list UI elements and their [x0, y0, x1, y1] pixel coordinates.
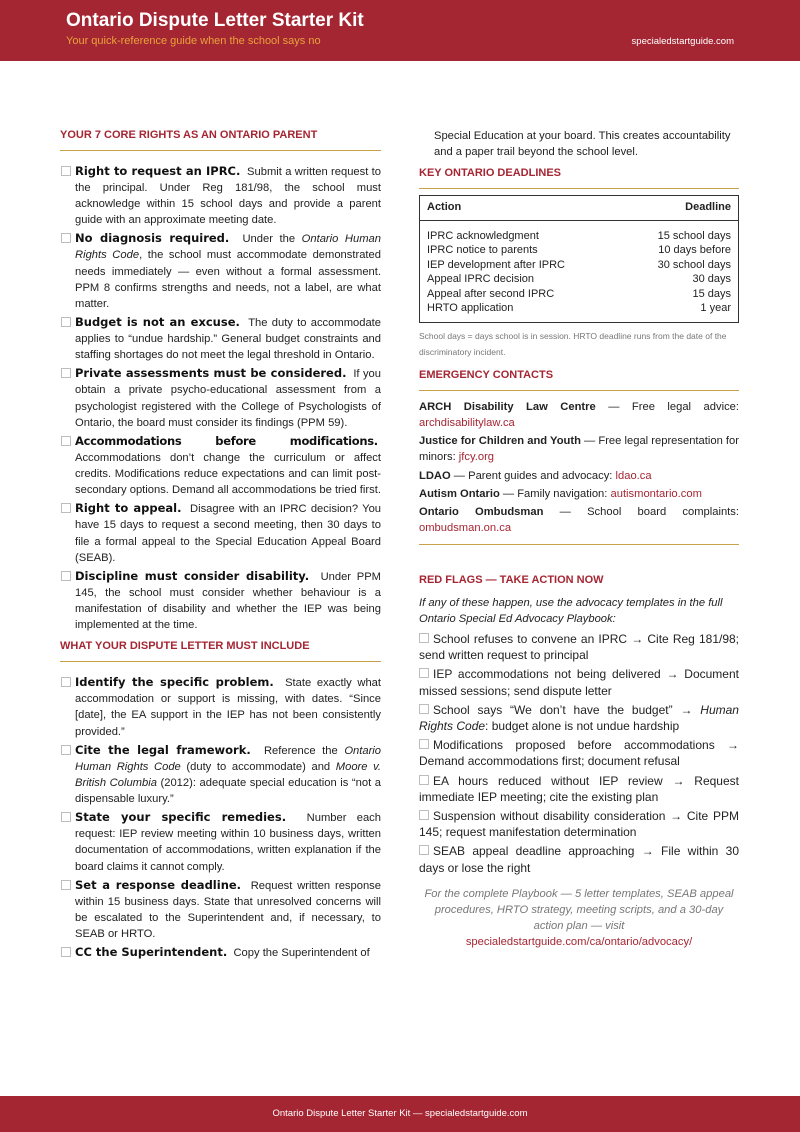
checkbox[interactable] [61, 812, 71, 822]
playbook-cta [419, 886, 739, 951]
item-title: Identify the specific problem. [75, 675, 274, 690]
checkbox[interactable] [61, 233, 71, 243]
footer-banner [0, 1096, 800, 1132]
header-site-link[interactable]: specialedstartguide.com [631, 36, 734, 47]
contact-item [419, 486, 739, 502]
flag-item [419, 808, 739, 840]
item-text: State exactly what accommodation or support is missing, with dates. “Since [date], the EA support in the IEP has not been consistently provided.” [75, 677, 381, 738]
flag-action: Document missed sessions; send dispute letter [419, 667, 739, 698]
arrow-icon: → [672, 773, 685, 788]
page-title: Ontario Dispute Letter Starter Kit [66, 10, 364, 31]
contact-desc: — School board complaints: [543, 505, 739, 518]
item-italic: Moore v. British Columbia [75, 760, 381, 789]
flag-item [419, 737, 739, 769]
cell-action: Appeal IPRC decision [427, 273, 535, 286]
cell-action: Appeal after second IPRC [427, 287, 555, 300]
letter-heading: WHAT YOUR DISPUTE LETTER MUST INCLUDE [60, 639, 381, 662]
flag-trigger: Suspension without disability consideration [433, 808, 666, 823]
arrow-icon: → [670, 808, 683, 823]
checkbox[interactable] [419, 845, 429, 855]
item-text: Copy the Superintendent of [233, 947, 370, 960]
right-column [419, 128, 739, 961]
cell-deadline: 1 year [700, 302, 731, 315]
contact-link[interactable]: archdisabilitylaw.ca [419, 417, 515, 430]
checkbox[interactable] [61, 947, 71, 957]
checkbox[interactable] [419, 668, 429, 678]
item-title: Set a response deadline. [75, 877, 242, 892]
item-text: (duty to accommodate) and [180, 760, 336, 773]
cell-deadline: 15 school days [657, 229, 731, 242]
contact-name: LDAO [419, 469, 451, 482]
flag-action: Cite PPM 145; request manifestation determination [419, 808, 739, 840]
letter-item [60, 809, 381, 875]
rights-list [60, 163, 381, 634]
checkbox[interactable] [61, 436, 71, 446]
table-row [420, 301, 739, 322]
contact-link[interactable]: ombudsman.on.ca [419, 521, 512, 534]
table-row [420, 287, 739, 302]
flag-item [419, 631, 739, 663]
item-text: Under PPM 145, the school must consider whether behaviour is a manifestation of disability and whether the IEP was being implemented at the time. [75, 570, 381, 632]
flags-intro: If any of these happen, use the advocacy templates in the full Ontario Special Ed Advocacy Playbook: [419, 596, 723, 625]
arrow-icon: → [641, 844, 654, 859]
table-row [420, 258, 739, 273]
flag-trigger: School refuses to convene an IPRC [433, 632, 628, 647]
col-deadline-header: Deadline [622, 196, 739, 221]
contact-name: Justice for Children and Youth [419, 435, 581, 448]
item-title: CC the Superintendent. [75, 945, 228, 960]
item-text: If you obtain a private psycho-educational assessment from a psychologist registered with the College of Psychologists of Ontario, the board must consider its findings (PPM 59). [75, 368, 382, 429]
letter-item [60, 674, 381, 740]
checkbox[interactable] [61, 571, 71, 581]
rights-item [60, 163, 381, 229]
contacts-heading: EMERGENCY CONTACTS [419, 368, 739, 391]
item-text: Request written response within 15 business days. State that unresolved concerns will be escalated to the Superintendent and, if necessary, to SEAB or HRTO. [75, 879, 381, 941]
contact-item [419, 433, 739, 465]
checkbox[interactable] [61, 503, 71, 513]
contact-desc: — Parent guides and advocacy: [450, 469, 616, 482]
cell-action: IPRC notice to parents [427, 244, 538, 257]
flags-heading: RED FLAGS — TAKE ACTION NOW [419, 574, 604, 587]
cell-deadline: 15 days [692, 287, 731, 300]
cta-link[interactable]: specialedstartguide.com/ca/ontario/advocacy/ [465, 936, 693, 949]
col-action-header: Action [420, 196, 622, 221]
checkbox[interactable] [61, 677, 71, 687]
contact-link[interactable]: autismontario.com [610, 487, 702, 500]
cell-deadline: 30 school days [657, 258, 731, 271]
contact-item [419, 399, 739, 431]
letter-item [60, 742, 381, 808]
flag-action: File within 30 days or lose the right [419, 844, 740, 875]
checkbox[interactable] [419, 633, 429, 643]
flag-action-italic: Human Rights Code [419, 702, 739, 734]
arrow-icon: → [666, 667, 679, 682]
item-text: Submit a written request to the principal. Under Reg 181/98, the school must acknowledge within 15 school days and provide a parent guide with an approximate meeting date. [75, 165, 382, 227]
item-title: Right to request an IPRC. [75, 163, 241, 178]
cell-action: HRTO application [427, 302, 514, 315]
table-row [420, 243, 739, 258]
item-text: , the school must accommodate demonstrated needs immediately — even without a formal assessment. PPM 8 confirms strengths and needs, not a label, are what matter. [75, 249, 381, 310]
flag-action: Cite Reg 181/98; send written request to principal [419, 632, 740, 663]
flag-item [419, 843, 739, 875]
deadlines-heading: KEY ONTARIO DEADLINES [419, 166, 739, 189]
item-title: Right to appeal. [75, 501, 182, 516]
checkbox[interactable] [419, 775, 429, 785]
rights-item [60, 230, 381, 312]
item-text: (2012): adequate special education is “not a dispensable luxury.” [75, 776, 381, 806]
contact-desc: — Free legal representation for minors: [419, 435, 739, 464]
checkbox[interactable] [419, 810, 429, 820]
contact-name: Autism Ontario [419, 487, 500, 500]
flag-trigger: EA hours reduced without IEP review [433, 773, 663, 788]
flag-item [419, 773, 739, 805]
flag-trigger: SEAB appeal deadline approaching [433, 844, 635, 859]
cell-deadline: 30 days [692, 273, 731, 286]
item-title: Accommodations before modifications. [75, 433, 378, 448]
cta-text: For the complete Playbook — 5 letter templates, SEAB appeal procedures, HRTO strategy, meeting scripts, and a 30-day action plan — visit [424, 887, 734, 932]
table-row [420, 272, 739, 287]
contact-name: Ontario Ombudsman [419, 505, 544, 518]
letter-list [60, 674, 381, 961]
flag-item [419, 702, 739, 734]
left-column [60, 128, 381, 967]
flag-action: Request immediate IEP meeting; cite the existing plan [419, 773, 739, 804]
letter-item-continuation: Special Education at your board. This creates accountability and a paper trail beyond the school level. [434, 130, 731, 159]
footer-text: Ontario Dispute Letter Starter Kit — specialedstartguide.com [272, 1108, 528, 1119]
checkbox[interactable] [419, 704, 429, 714]
checkbox[interactable] [61, 317, 71, 327]
rights-item [60, 568, 381, 634]
rights-item [60, 365, 381, 431]
item-text: Under the [242, 233, 302, 246]
item-italic: Ontario Human Rights Code [75, 744, 382, 773]
arrow-icon: → [727, 738, 739, 753]
arrow-icon: → [680, 702, 693, 717]
item-text: Reference the [263, 744, 345, 757]
contact-desc: — Free legal advice: [595, 401, 739, 414]
cell-deadline: 10 days before [658, 244, 731, 257]
item-title: Private assessments must be considered. [75, 366, 347, 381]
checkbox[interactable] [61, 745, 71, 755]
letter-item [60, 944, 381, 961]
deadlines-note: School days = days school is in session. HRTO deadline runs from the date of the discriminatory incident. [419, 330, 727, 358]
rights-item [60, 433, 381, 499]
cell-action: IEP development after IPRC [427, 258, 565, 271]
deadlines-table [419, 195, 739, 323]
section-divider [419, 544, 739, 545]
checkbox[interactable] [61, 166, 71, 176]
item-title: Cite the legal framework. [75, 742, 251, 757]
item-text: Number each request: IEP review meeting within 10 business days, written documentation of accommodations, written explanation if the board claims it cannot comply. [75, 812, 381, 873]
item-italic: Ontario Human Rights Code [75, 233, 381, 262]
flag-item [419, 666, 739, 698]
contact-link[interactable]: ldao.ca [615, 469, 652, 482]
page-subtitle: Your quick-reference guide when the school says no [66, 35, 321, 47]
checkbox[interactable] [61, 368, 71, 378]
contact-item [419, 504, 739, 536]
flag-trigger: IEP accommodations not being delivered [433, 667, 661, 682]
table-row [420, 220, 739, 243]
item-title: Discipline must consider disability. [75, 568, 310, 583]
cell-action: IPRC acknowledgment [427, 229, 539, 242]
rights-item [60, 500, 381, 566]
contact-link[interactable]: jfcy.org [458, 451, 495, 464]
item-text: Disagree with an IPRC decision? You have 15 days to request a second meeting, then 30 days to file a formal appeal to the Special Education Appeal Board (SEAB). [75, 503, 382, 564]
item-text: Accommodations don’t change the curriculum or affect credits. Modifications reduce expectations and can limit post-secondary options. Demand all accommodations be tried first. [75, 451, 381, 497]
item-title: State your specific remedies. [75, 810, 287, 825]
flag-action: Demand accommodations first; document refusal [419, 754, 680, 769]
contact-desc: — Family navigation: [499, 487, 611, 500]
checkbox[interactable] [419, 739, 429, 749]
arrow-icon: → [631, 632, 644, 647]
rights-item [60, 314, 381, 363]
item-title: No diagnosis required. [75, 231, 230, 246]
flag-action: : budget alone is not undue hardship [485, 719, 680, 734]
contact-item [419, 468, 739, 484]
letter-item [60, 877, 381, 943]
item-text: The duty to accommodate applies to “undue hardship.” General budget constraints and staffing shortages do not meet the legal threshold in Ontario. [75, 316, 382, 362]
table-header-row [420, 196, 739, 221]
item-title: Budget is not an excuse. [75, 314, 240, 329]
contact-name: ARCH Disability Law Centre [419, 401, 596, 414]
flag-trigger: School says “We don’t have the budget” [433, 702, 673, 717]
header-banner [0, 0, 800, 61]
flag-trigger: Modifications proposed before accommodations [433, 738, 715, 753]
checkbox[interactable] [61, 880, 71, 890]
rights-heading: YOUR 7 CORE RIGHTS AS AN ONTARIO PARENT [60, 128, 381, 151]
